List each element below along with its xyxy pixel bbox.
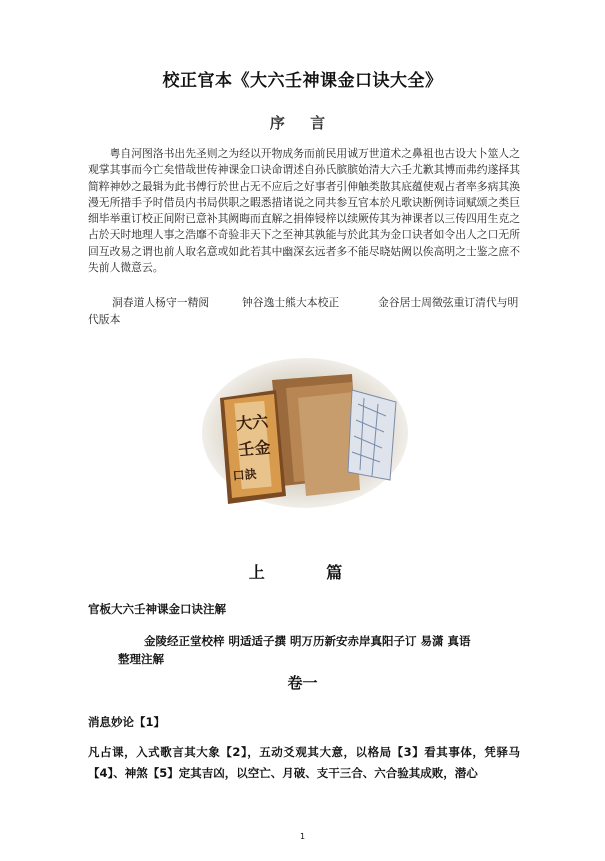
body-paragraph <box>88 742 520 784</box>
page-number: 1 <box>299 832 306 841</box>
book-subtitle: 官板大六壬神课金口诀注解 <box>88 602 226 616</box>
print-leaf <box>348 390 396 480</box>
credit-reviewer: 洞春道人杨守一精阅 <box>112 296 210 309</box>
credit-proofreader: 钟谷逸士熊大本校正 <box>242 296 340 309</box>
compilers-text: 金陵经正堂校梓 明适适子撰 明万历新安赤岸真阳子订 易潇 真语整理注解 <box>118 634 471 666</box>
preface-heading: 序 言 <box>269 114 336 132</box>
book-photo-graphic <box>202 358 408 508</box>
volume-heading: 卷一 <box>287 674 318 692</box>
preface-credits <box>88 294 528 328</box>
compilers-line <box>118 632 478 668</box>
preface-text: 粤自河图洛书出先圣则之为经以开物成务而前民用诚万世道术之鼻祖也古设大卜筮人之观掌其事而今亡矣惜哉世传神课金口诀命谓述自孙氏膑膑始清大六壬尤歉其博而弗约遂择其简粹神妙之最辑为此书傅行於世占无不应后之好事者引伸触类散其底蕴使观占者率多病其涣漫无所措手予时借员内书局供职之暇悉措诸说之同共参互官本於凡歌诀断例诗词赋颂之类巨细毕举重订校正间附已意补其阙晦而直解之捐俸锓梓以续厥传其为神课者以三传四用生克之占於天时地理人事之浩靡不奇验非天下之至神其孰能与於此其为金口诀者如令出人之口无所回互改易之谓也前人取名意或如此若其中幽深玄远者多不能尽晓姑阙以俟高明之士鉴之庶不失前人微意云。 <box>88 147 520 275</box>
credit-editor: 金谷居士周徵弦重订清代与明代版本 <box>88 296 519 326</box>
document-title: 校正官本《大六壬神课金口诀大全》 <box>162 71 443 91</box>
book-photo <box>202 358 408 508</box>
book-cover-title-2: 壬金 <box>237 437 272 460</box>
section-heading: 上 篇 <box>248 563 371 582</box>
preface-paragraph <box>88 146 520 276</box>
chapter-title: 消息妙论【1】 <box>88 715 166 729</box>
book-cover-title-3: 口訣 <box>232 466 258 483</box>
book-cover-title: 大六 <box>235 411 269 434</box>
body-text: 凡占课，入式歌言其大象【2】，五动爻观其大意，以格局【3】看其事体，凭驿马【4】、神煞【5】定其吉凶，以空亡、月破、支干三合、六合验其成败，潜心 <box>88 745 520 780</box>
